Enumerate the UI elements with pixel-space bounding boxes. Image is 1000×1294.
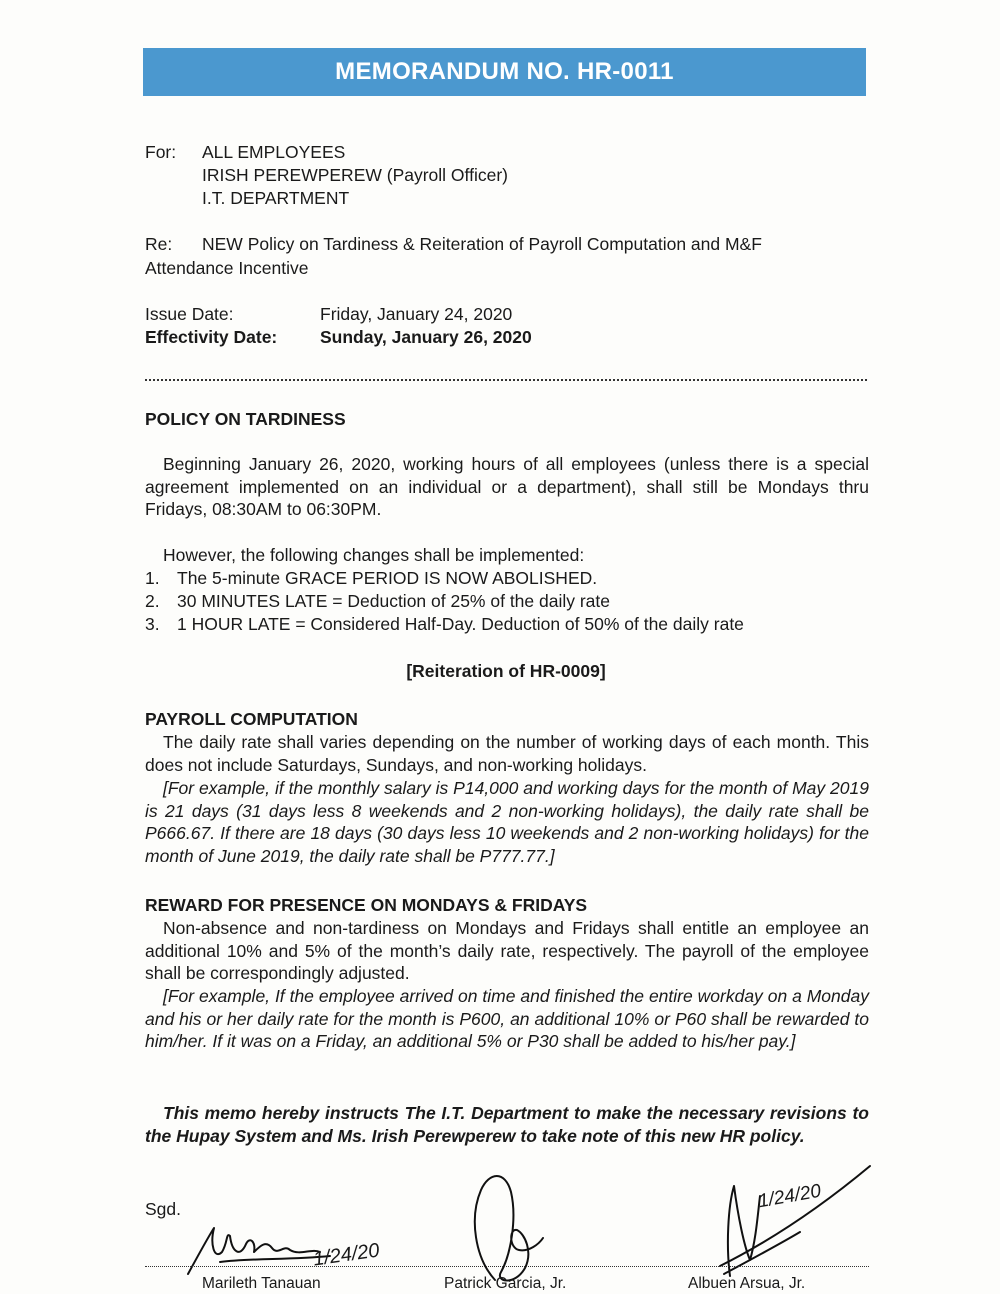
effectivity-date-label: Effectivity Date: bbox=[145, 327, 278, 347]
signatory-name-3: Albuen Arsua, Jr. bbox=[688, 1275, 806, 1292]
sgd-label: Sgd. bbox=[145, 1199, 181, 1219]
list-item-number: 2. bbox=[145, 591, 160, 611]
reward-example: [For example, If the employee arrived on time and finished the entire workday on a Monday and his or her daily rate for the month is P600, an additional 10% or P60 shall be rewarded to him/her. If it was on a Friday, an additional 5% or P30 shall be added to his/her pay.] bbox=[145, 986, 869, 1051]
section-divider bbox=[145, 379, 867, 381]
list-item: 1 HOUR LATE = Considered Half-Day. Deduction of 50% of the daily rate bbox=[177, 614, 744, 634]
re-label: Re: bbox=[145, 234, 173, 254]
signatory-name-2: Patrick Garcia, Jr. bbox=[444, 1275, 567, 1292]
signature-line bbox=[145, 1266, 869, 1267]
list-item: 30 MINUTES LATE = Deduction of 25% of the daily rate bbox=[177, 591, 611, 611]
for-label: For: bbox=[145, 142, 177, 162]
payroll-body: The daily rate shall varies depending on the number of working days of each month. This does not include Saturdays, Sundays, and non-working holidays. bbox=[145, 732, 869, 775]
memo-title: MEMORANDUM NO. HR-0011 bbox=[335, 58, 674, 85]
reward-body: Non-absence and non-tardiness on Mondays and Fridays shall entitle an employee an additional 10% and 5% of the month’s daily rate, respectively. The payroll of the employee shall be correspondingly adjusted. bbox=[145, 918, 869, 983]
recipient-all-employees: ALL EMPLOYEES bbox=[202, 142, 346, 162]
list-item-number: 3. bbox=[145, 614, 160, 634]
signatory-name-1: Marileth Tanauan bbox=[202, 1275, 321, 1292]
issue-date-label: Issue Date: bbox=[145, 304, 234, 324]
recipient-payroll-officer: IRISH PEREWPEREW (Payroll Officer) bbox=[202, 165, 508, 185]
list-item-number: 1. bbox=[145, 568, 160, 588]
reward-heading: REWARD FOR PRESENCE ON MONDAYS & FRIDAYS bbox=[145, 895, 588, 915]
effectivity-date: Sunday, January 26, 2020 bbox=[320, 327, 532, 347]
payroll-heading: PAYROLL COMPUTATION bbox=[145, 709, 358, 729]
list-item: The 5-minute GRACE PERIOD IS NOW ABOLISHED. bbox=[177, 568, 598, 588]
tardiness-intro: Beginning January 26, 2020, working hours of all employees (unless there is a special agreement implemented on an individual or a department), shall still be Mondays thru Fridays, 08:30AM to 06:30PM. bbox=[145, 454, 869, 519]
handwritten-date-1: 1/24/20 bbox=[311, 1239, 381, 1271]
payroll-example: [For example, if the monthly salary is P14,000 and working days for the month of May 2019 is 21 days (31 days less 8 weekends and 2 non-working holidays), the daily rate shall be P666.67. If there are 18 days (30 days less 10 weekends and 2 non-working holidays) for the month of June 2019, the daily rate shall be P777.77.] bbox=[145, 778, 869, 866]
subject-line-1: NEW Policy on Tardiness & Reiteration of Payroll Computation and M&F bbox=[202, 234, 762, 254]
recipient-it-department: I.T. DEPARTMENT bbox=[202, 188, 350, 208]
handwritten-date-2: 1/24/20 bbox=[756, 1180, 823, 1213]
tardiness-heading: POLICY ON TARDINESS bbox=[145, 409, 346, 429]
issue-date: Friday, January 24, 2020 bbox=[320, 304, 513, 324]
signature-patrick bbox=[455, 1168, 565, 1288]
changes-intro: However, the following changes shall be implemented: bbox=[163, 545, 585, 565]
subject-line-2: Attendance Incentive bbox=[145, 258, 309, 278]
instruction-note: This memo hereby instructs The I.T. Department to make the necessary revisions to the Hupay System and Ms. Irish Perewperew to take note of this new HR policy. bbox=[145, 1103, 869, 1146]
reiteration-note: [Reiteration of HR-0009] bbox=[406, 661, 606, 681]
memo-title-banner bbox=[143, 48, 866, 96]
